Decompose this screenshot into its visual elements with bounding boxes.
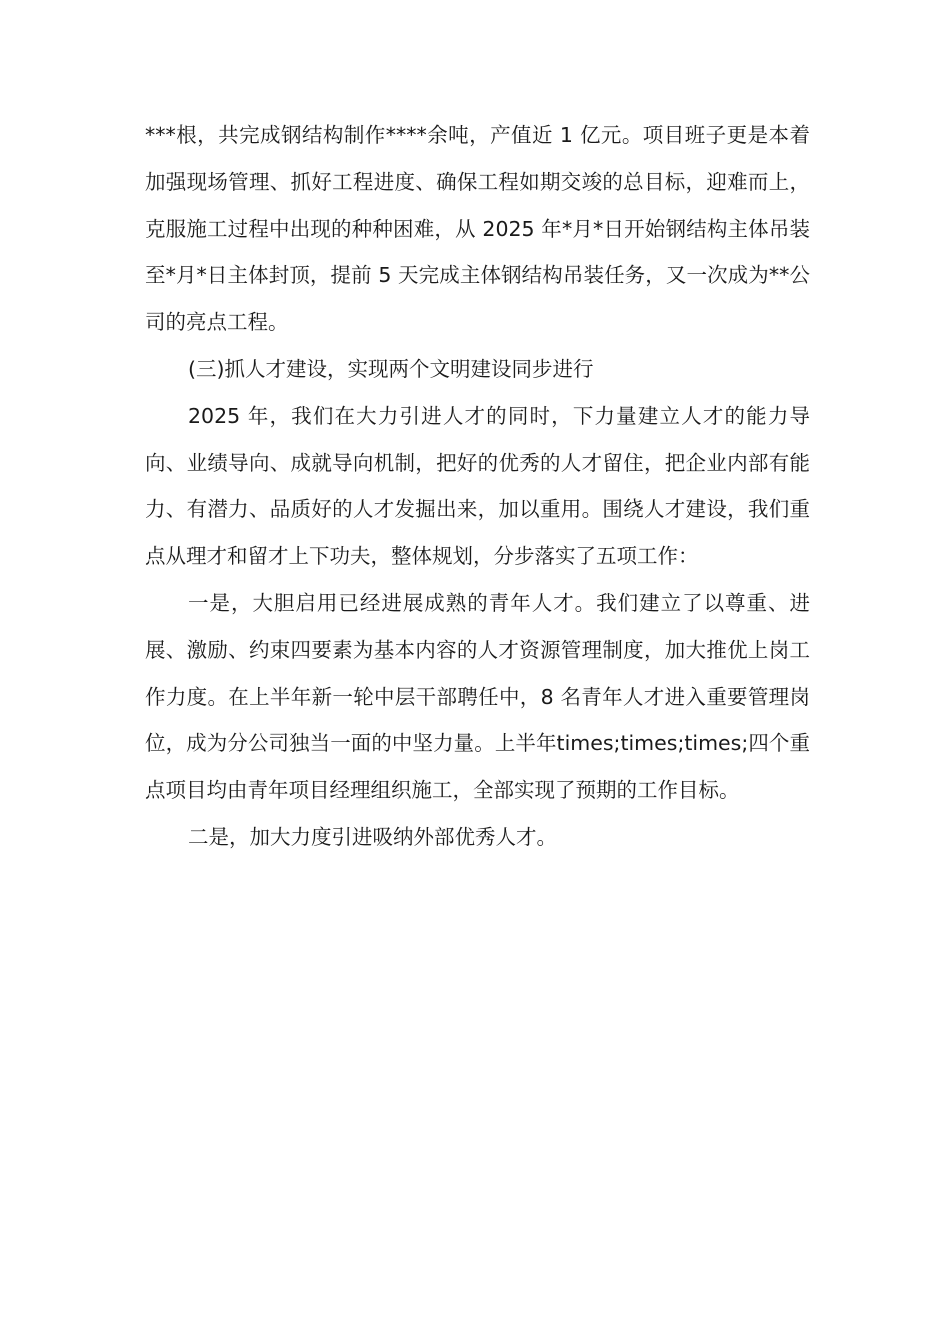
body-paragraph: 一是，大胆启用已经进展成熟的青年人才。我们建立了以尊重、进展、激励、约束四要素为基本内容的人才资源管理制度，加大推优上岗工作力度。在上半年新一轮中层干部聘任中，8 名青年人才进入重要管理岗位，成为分公司独当一面的中坚力量。上半年times;times;times;四个重点项目均由青年项目经理组织施工，全部实现了预期的工作目标。 xyxy=(145,590,810,803)
body-paragraph: 二是，加大力度引进吸纳外部优秀人才。 xyxy=(188,824,557,849)
document-body xyxy=(145,112,810,861)
body-paragraph: 2025 年，我们在大力引进人才的同时，下力量建立人才的能力导向、业绩导向、成就导向机制，把好的优秀的人才留住，把企业内部有能力、有潜力、品质好的人才发掘出来，加以重用。围绕人才建设，我们重点从理才和留才上下功夫，整体规划，分步落实了五项工作： xyxy=(145,403,810,569)
body-paragraph: ***根，共完成钢结构制作****余吨，产值近 1 亿元。项目班子更是本着加强现场管理、抓好工程进度、确保工程如期交竣的总目标，迎难而上，克服施工过程中出现的种种困难，从 2025 年*月*日开始钢结构主体吊装至*月*日主体封顶，提前 5 天完成主体钢结构吊装任务，又一次成为**公司的亮点工程。 xyxy=(145,123,810,335)
section-heading: (三)抓人才建设，实现两个文明建设同步进行 xyxy=(188,356,594,381)
